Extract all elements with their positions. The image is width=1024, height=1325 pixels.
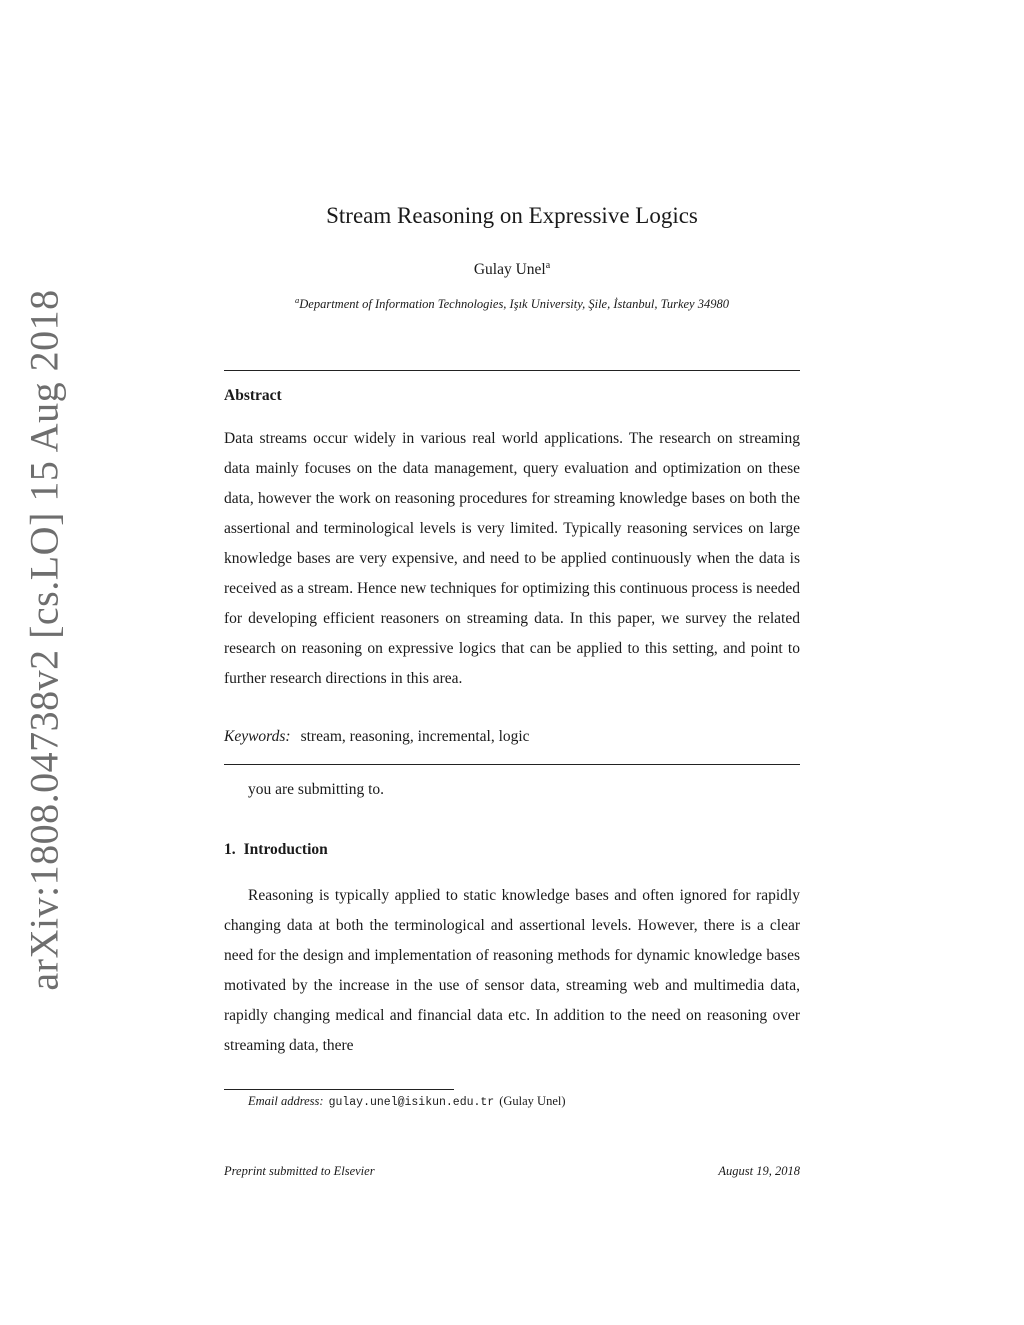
- affiliation-line: [0, 295, 1024, 312]
- arxiv-identifier: arXiv:1808.04738v2 [cs.LO] 15 Aug 2018: [21, 289, 67, 991]
- footer-preprint-note: Preprint submitted to Elsevier: [224, 1164, 375, 1178]
- author-email-link[interactable]: gulay.unel@isikun.edu.tr: [328, 1096, 495, 1109]
- footer-date: August 19, 2018: [718, 1164, 800, 1178]
- footnote: [248, 1094, 566, 1109]
- author-name: Gulay Unel: [473, 261, 546, 278]
- submission-note: you are submitting to.: [248, 781, 385, 798]
- abstract-bottom-rule: [224, 764, 800, 765]
- section-title: Introduction: [243, 841, 328, 858]
- abstract-body: Data streams occur widely in various real world applications. The research on streaming data mainly focuses on the data management, query evaluation and optimization on these data, however the work on reasoning procedures for streaming knowledge bases on both the assertional and terminological levels is very limited. Typically reasoning services on large knowledge bases are very expensive, and need to be applied continuously when the data is received as a stream. Hence new techniques for optimizing this continuous process is needed for developing efficient reasoners on streaming data. In this paper, we survey the related research on reasoning on expressive logics that can be applied to this setting, and point to further research directions in this area.: [224, 430, 800, 687]
- keywords-label: Keywords:: [224, 728, 291, 745]
- section-heading-introduction: [224, 841, 328, 859]
- footnote-rule: [224, 1089, 454, 1090]
- author-line: [0, 260, 1024, 279]
- affiliation-text: Department of Information Technologies, Işık University, Şile, İstanbul, Turkey 34980: [299, 297, 729, 311]
- abstract-top-rule: [224, 370, 800, 371]
- affiliation-mark: a: [295, 295, 300, 305]
- footnote-name: (Gulay Unel): [499, 1094, 566, 1108]
- keywords-list: stream, reasoning, incremental, logic: [300, 728, 530, 745]
- keywords-line: [224, 728, 800, 746]
- introduction-paragraph: Reasoning is typically applied to static knowledge bases and often ignored for rapidly changing data at both the terminological and assertional levels. However, there is a clear need for the design and implementation of reasoning methods for dynamic knowledge bases motivated by the increase in the use of sensor data, streaming web and multimedia data, rapidly changing medical and financial data etc. In addition to the need on reasoning over streaming data, there: [224, 887, 800, 1054]
- footnote-label: Email address:: [248, 1094, 324, 1108]
- paper-title: Stream Reasoning on Expressive Logics: [326, 203, 698, 228]
- abstract-heading: Abstract: [224, 387, 282, 404]
- section-number: 1.: [224, 841, 236, 858]
- author-affiliation-mark: a: [545, 260, 551, 271]
